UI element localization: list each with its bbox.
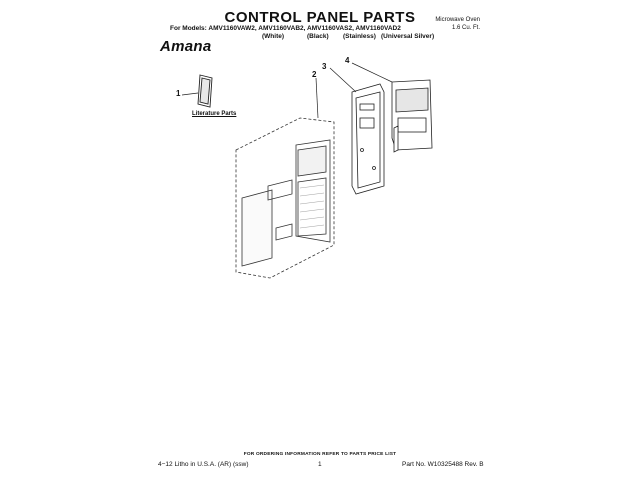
color-black: (Black) (307, 33, 329, 40)
page-number: 1 (318, 461, 322, 468)
callout-2: 2 (312, 70, 317, 79)
part-number: Part No. W10325488 Rev. B (402, 461, 484, 468)
product-type: Microwave Oven (435, 17, 480, 23)
panel-frame (352, 84, 384, 194)
color-white: (White) (262, 33, 285, 40)
callout-3: 3 (322, 62, 327, 71)
page-title: CONTROL PANEL PARTS (224, 9, 416, 26)
models-line: For Models: AMV1160VAW2, AMV1160VAB2, AMV1160VAS2, AMV1160VAD2 (170, 25, 401, 32)
callout-1: 1 (176, 89, 181, 98)
leader-1 (182, 93, 198, 95)
brand-logo: Amana (160, 38, 212, 55)
control-panel-assembly (236, 118, 334, 278)
ordering-notice: FOR ORDERING INFORMATION REFER TO PARTS PRICE LIST (243, 452, 397, 457)
leader-4 (352, 63, 392, 82)
color-stainless: (Stainless) (343, 33, 376, 40)
leader-2 (316, 78, 318, 118)
color-silver: (Universal Silver) (381, 33, 435, 40)
control-board (392, 80, 432, 152)
callout-4: 4 (345, 56, 350, 65)
literature-booklet (198, 75, 212, 107)
product-capacity: 1.6 Cu. Ft. (451, 25, 480, 31)
leader-3 (330, 68, 356, 92)
litho-info: 4−12 Litho in U.S.A. (AR) (ssw) (158, 461, 249, 468)
literature-parts-label: Literature Parts (192, 111, 237, 117)
